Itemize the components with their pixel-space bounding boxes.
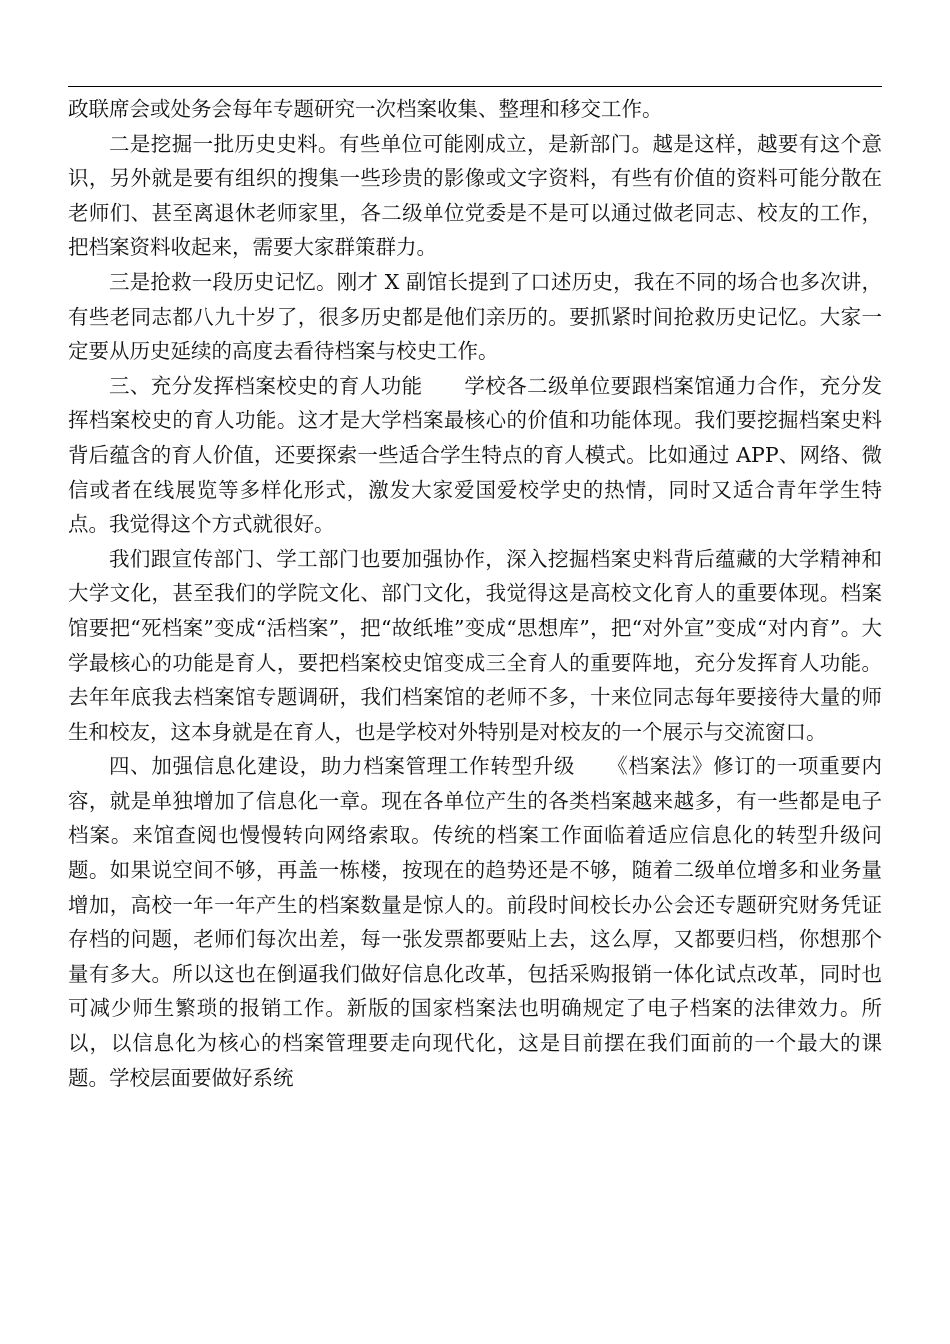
header-rule bbox=[68, 86, 882, 87]
paragraph-section-three: 三、充分发挥档案校史的育人功能 学校各二级单位要跟档案馆通力合作，充分发挥档案校史的育人功能。这才是大学档案最核心的价值和功能体现。我们要挖掘档案史料背后蕴含的育人价值，还要探索一些适合学生特点的育人模式。比如通过 APP、网络、微信或者在线展览等多样化形式，激发大家爱国爱校学史的热情，同时又适合青年学生特点。我觉得这个方式就很好。 bbox=[68, 373, 882, 537]
paragraph-collaboration: 我们跟宣传部门、学工部门也要加强协作，深入挖掘档案史料背后蕴藏的大学精神和大学文化，甚至我们的学院文化、部门文化，我觉得这是高校文化育人的重要体现。档案馆要把“死档案”变成“活档案”，把“故纸堆”变成“思想库”，把“对外宣”变成“对内育”。大学最核心的功能是育人，要把档案校史馆变成三全育人的重要阵地，充分发挥育人功能。去年年底我去档案馆专题调研，我们档案馆的老师不多，十来位同志每年要接待大量的师生和校友，这本身就是在育人，也是学校对外特别是对校友的一个展示与交流窗口。 bbox=[68, 546, 882, 744]
paragraph-historical-materials: 二是挖掘一批历史史料。有些单位可能刚成立，是新部门。越是这样，越要有这个意识，另外就是要有组织的搜集一些珍贵的影像或文字资料，有些有价值的资料可能分散在老师们、甚至离退休老师家里，各二级单位党委是不是可以通过做老同志、校友的工作，把档案资料收起来，需要大家群策群力。 bbox=[68, 131, 882, 260]
paragraph-continuation: 政联席会或处务会每年专题研究一次档案收集、整理和移交工作。 bbox=[68, 97, 663, 121]
document-body bbox=[68, 92, 882, 1095]
paragraph-section-four: 四、加强信息化建设，助力档案管理工作转型升级 《档案法》修订的一项重要内容，就是单独增加了信息化一章。现在各单位产生的各类档案越来越多，有一些都是电子档案。来馆查阅也慢慢转向网络索取。传统的档案工作面临着适应信息化的转型升级问题。如果说空间不够，再盖一栋楼，按现在的趋势还是不够，随着二级单位增多和业务量增加，高校一年一年产生的档案数量是惊人的。前段时间校长办公会还专题研究财务凭证存档的问题，老师们每次出差，每一张发票都要贴上去，这么厚，又都要归档，你想那个量有多大。所以这也在倒逼我们做好信息化改革，包括采购报销一体化试点改革，同时也可减少师生繁琐的报销工作。新版的国家档案法也明确规定了电子档案的法律效力。所以，以信息化为核心的档案管理要走向现代化，这是目前摆在我们面前的一个最大的课题。学校层面要做好系统 bbox=[68, 754, 882, 1090]
paragraph-historical-memory: 三是抢救一段历史记忆。刚才 X 副馆长提到了口述历史，我在不同的场合也多次讲，有些老同志都八九十岁了，很多历史都是他们亲历的。要抓紧时间抢救历史记忆。大家一定要从历史延续的高度去看待档案与校史工作。 bbox=[68, 269, 882, 364]
